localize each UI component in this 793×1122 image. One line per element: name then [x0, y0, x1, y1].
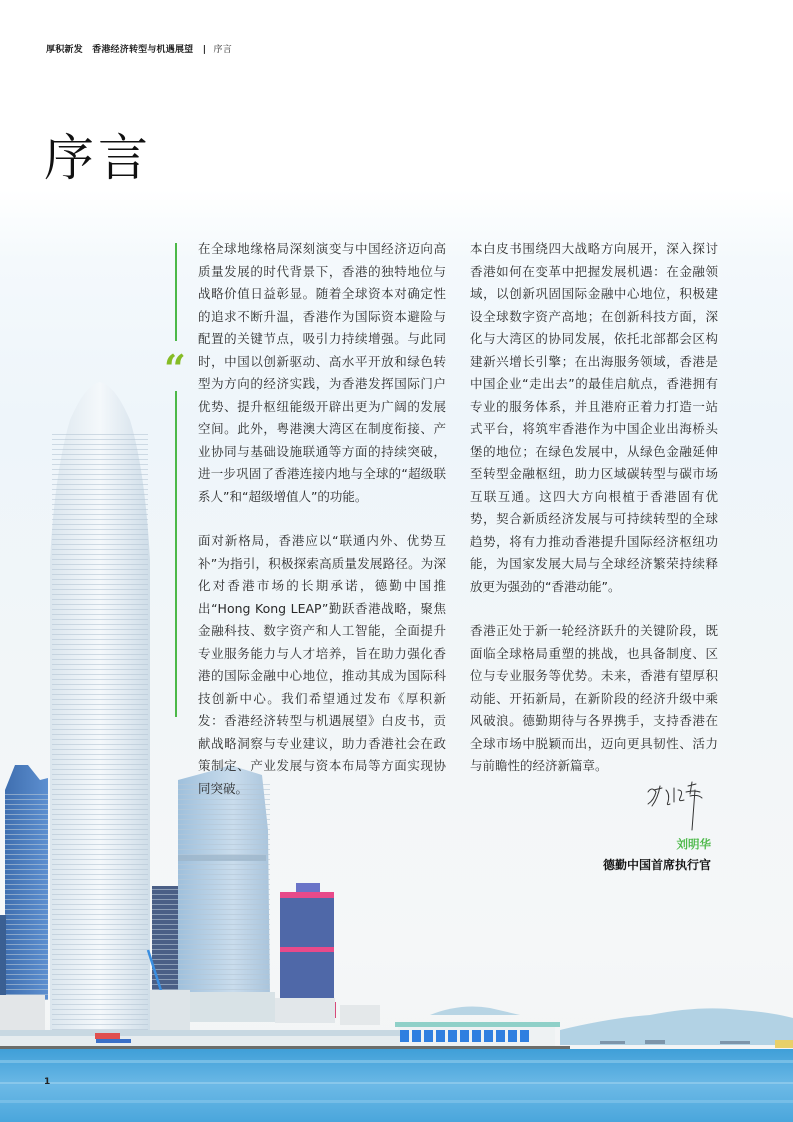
header-section: 序言	[213, 45, 232, 55]
header-report-title: 香港经济转型与机遇展望	[92, 45, 194, 55]
paragraph: 面对新格局，香港应以“联通内外、优势互补”为指引，积极探索高质量发展路径。为深化对香港市场的长期承诺，德勤中国推出“Hong Kong LEAP”勤跃香港战略，聚焦金融科技、数字资产和人工智能，全面提升专业服务能力与人才培养，旨在助力强化香港的国际金融中心地位，推动其成为国际科技创新中心。我们希望通过发布《厚积新发：香港经济转型与机遇展望》白皮书，贡献战略洞察与专业建议，助力香港社会在政策制定、产业发展与资本布局等方面实现协同突破。	[198, 533, 446, 796]
header-brand: 厚积新发	[46, 45, 83, 55]
page-title: 序言	[44, 129, 152, 187]
paragraph: 本白皮书围绕四大战略方向展开，深入探讨香港如何在变革中把握发展机遇：在金融领域，以创新巩固国际金融中心地位，积极建设全球数字资产高地；在创新科技方面，深化与大湾区的协同发展，依托北部都会区构建新兴增长引擎；在出海服务领域，香港是中国企业“走出去”的最佳启航点，香港拥有专业的服务体系，并且港府正着力打造一站式平台，将筑牢香港作为中国企业出海桥头堡的地位；在绿色发展中，从绿色金融延伸至转型金融枢纽，助力区域碳转型与碳市场互联互通。这四大方向根植于香港固有优势，契合新质经济发展与可持续转型的全球趋势，将有力推动香港提升国际经济枢纽功能，为国家发展大局与全球经济繁荣持续释放更为强劲的“香港动能”。	[470, 241, 718, 594]
paragraph: 香港正处于新一轮经济跃升的关键阶段，既面临全球格局重塑的挑战，也具备制度、区位与专业服务等优势。未来，香港有望厚积动能、开拓新局，在新阶段的经济升级中乘风破浪。德勤期待与各界携手，支持香港在全球市场中脱颖而出，迈向更具韧性、活力与前瞻性的经济新篇章。	[470, 623, 718, 773]
text-column-left	[198, 238, 446, 822]
paragraph: 在全球地缘格局深刻演变与中国经济迈向高质量发展的时代背景下，香港的独特地位与战略价值日益彰显。随着全球资本对确定性的追求不断升温，香港作为国际资本避险与配置的关键节点，吸引力持续增强。与此同时，中国以创新驱动、高水平开放和绿色转型为方向的经济实践，为香港发挥国际门户优势、提升枢纽能级开辟出更为广阔的发展空间。此外，粤港澳大湾区在制度衔接、产业协同与基础设施联通等方面的持续突破，进一步巩固了香港连接内地与全球的“超级联系人”和“超级增值人”的功能。	[198, 241, 446, 504]
signatory-name: 刘明华	[676, 837, 711, 851]
accent-line-top	[175, 243, 177, 341]
page-number: 1	[44, 1077, 51, 1087]
signatory-title: 德勤中国首席执行官	[602, 858, 711, 872]
running-header	[46, 42, 238, 55]
quote-mark-icon: “	[164, 346, 186, 391]
handwritten-signature-icon	[640, 780, 720, 835]
accent-line-bottom	[175, 391, 177, 717]
text-column-right	[470, 238, 718, 800]
header-separator: |	[202, 45, 207, 55]
